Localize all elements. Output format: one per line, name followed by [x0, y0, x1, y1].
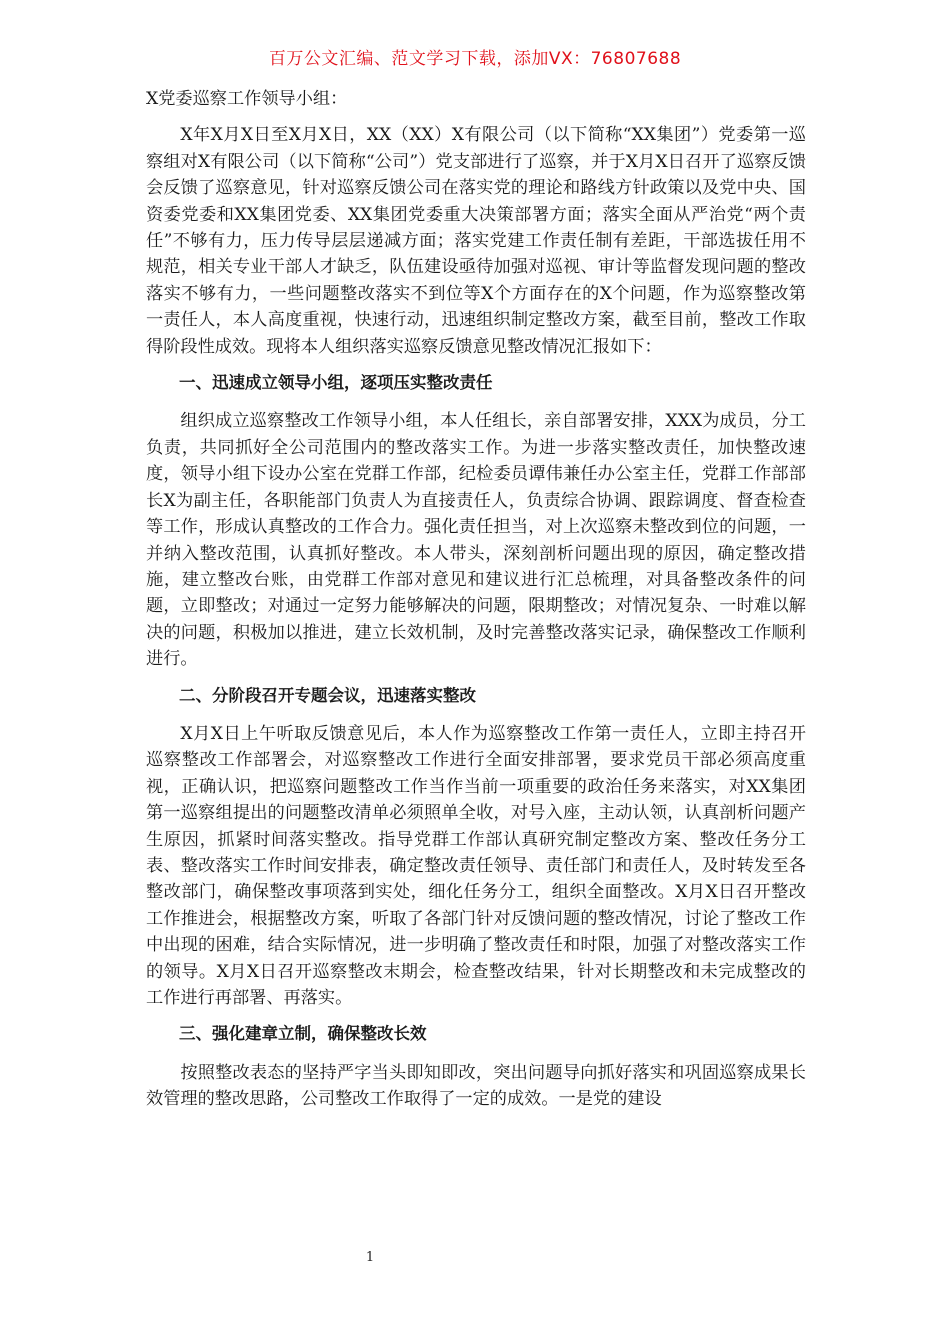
- section-body-3: 按照整改表态的坚持严字当头即知即改，突出问题导向抓好落实和巩固巡察成果长效管理的整改思路，公司整改工作取得了一定的成效。一是党的建设: [146, 1062, 806, 1110]
- section-heading-2: 二、分阶段召开专题会议，迅速落实整改: [179, 685, 476, 705]
- section-heading-3: 三、强化建章立制，确保整改长效: [179, 1024, 427, 1044]
- section-body-2: X月X日上午听取反馈意见后，本人作为巡察整改工作第一责任人，立即主持召开巡察整改工作部署会，对巡察整改工作进行全面安排部署，要求党员干部必须高度重视，正确认识，把巡察问题整改工作当作当前一项重要的政治任务来落实，对XX集团第一巡察组提出的问题整改清单必须照单全收，对号入座，主动认领，认真剖析问题产生原因，抓紧时间落实整改。指导党群工作部认真研究制定整改方案、整改任务分工表、整改落实工作时间安排表，确定整改责任领导、责任部门和责任人，及时转发至各整改部门，确保整改事项落到实处，细化任务分工，组织全面整改。X月X日召开整改工作推进会，根据整改方案，听取了各部门针对反馈问题的整改情况，讨论了整改工作中出现的困难，结合实际情况，进一步明确了整改责任和时限，加强了对整改落实工作的领导。X月X日召开巡察整改末期会，检查整改结果，针对长期整改和未完成整改的工作进行再部署、再落实。: [146, 723, 806, 1008]
- download-banner: 百万公文汇编、范文学习下载，添加VX：76807688: [268, 49, 682, 69]
- salutation: X党委巡察工作领导小组：: [146, 89, 348, 109]
- document-body: [146, 86, 806, 1123]
- intro-paragraph: X年X月X日至X月X日，XX（XX）X有限公司（以下简称“XX集团”）党委第一巡察组对X有限公司（以下简称“公司”）党支部进行了巡察，并于X月X日召开了巡察反馈会反馈了巡察意见，针对巡察反馈公司在落实党的理论和路线方针政策以及党中央、国资委党委和XX集团党委、XX集团党委重大决策部署方面；落实全面从严治党“两个责任”不够有力，压力传导层层递减方面；落实党建工作责任制有差距，干部选拔任用不规范，相关专业干部人才缺乏，队伍建设亟待加强对巡视、审计等监督发现问题的整改落实不够有力，一些问题整改落实不到位等X个方面存在的X个问题，作为巡察整改第一责任人，本人高度重视，快速行动，迅速组织制定整改方案，截至目前，整改工作取得阶段性成效。现将本人组织落实巡察反馈意见整改情况汇报如下：: [146, 125, 806, 357]
- section-body-1: 组织成立巡察整改工作领导小组，本人任组长，亲自部署安排，XXX为成员，分工负责，共同抓好全公司范围内的整改落实工作。为进一步落实整改责任，加快整改速度，领导小组下设办公室在党群工作部，纪检委员谭伟兼任办公室主任，党群工作部部长X为副主任，各职能部门负责人为直接责任人，负责综合协调、跟踪调度、督查检查等工作，形成认真整改的工作合力。强化责任担当，对上次巡察未整改到位的问题，一并纳入整改范围，认真抓好整改。本人带头，深刻剖析问题出现的原因，确定整改措施，建立整改台账，由党群工作部对意见和建议进行汇总梳理，对具备整改条件的问题，立即整改；对通过一定努力能够解决的问题，限期整改；对情况复杂、一时难以解决的问题，积极加以推进，建立长效机制，及时完善整改落实记录，确保整改工作顺利进行。: [146, 411, 806, 670]
- page-number: 1: [365, 1250, 375, 1265]
- section-heading-1: 一、迅速成立领导小组，逐项压实整改责任: [179, 373, 493, 393]
